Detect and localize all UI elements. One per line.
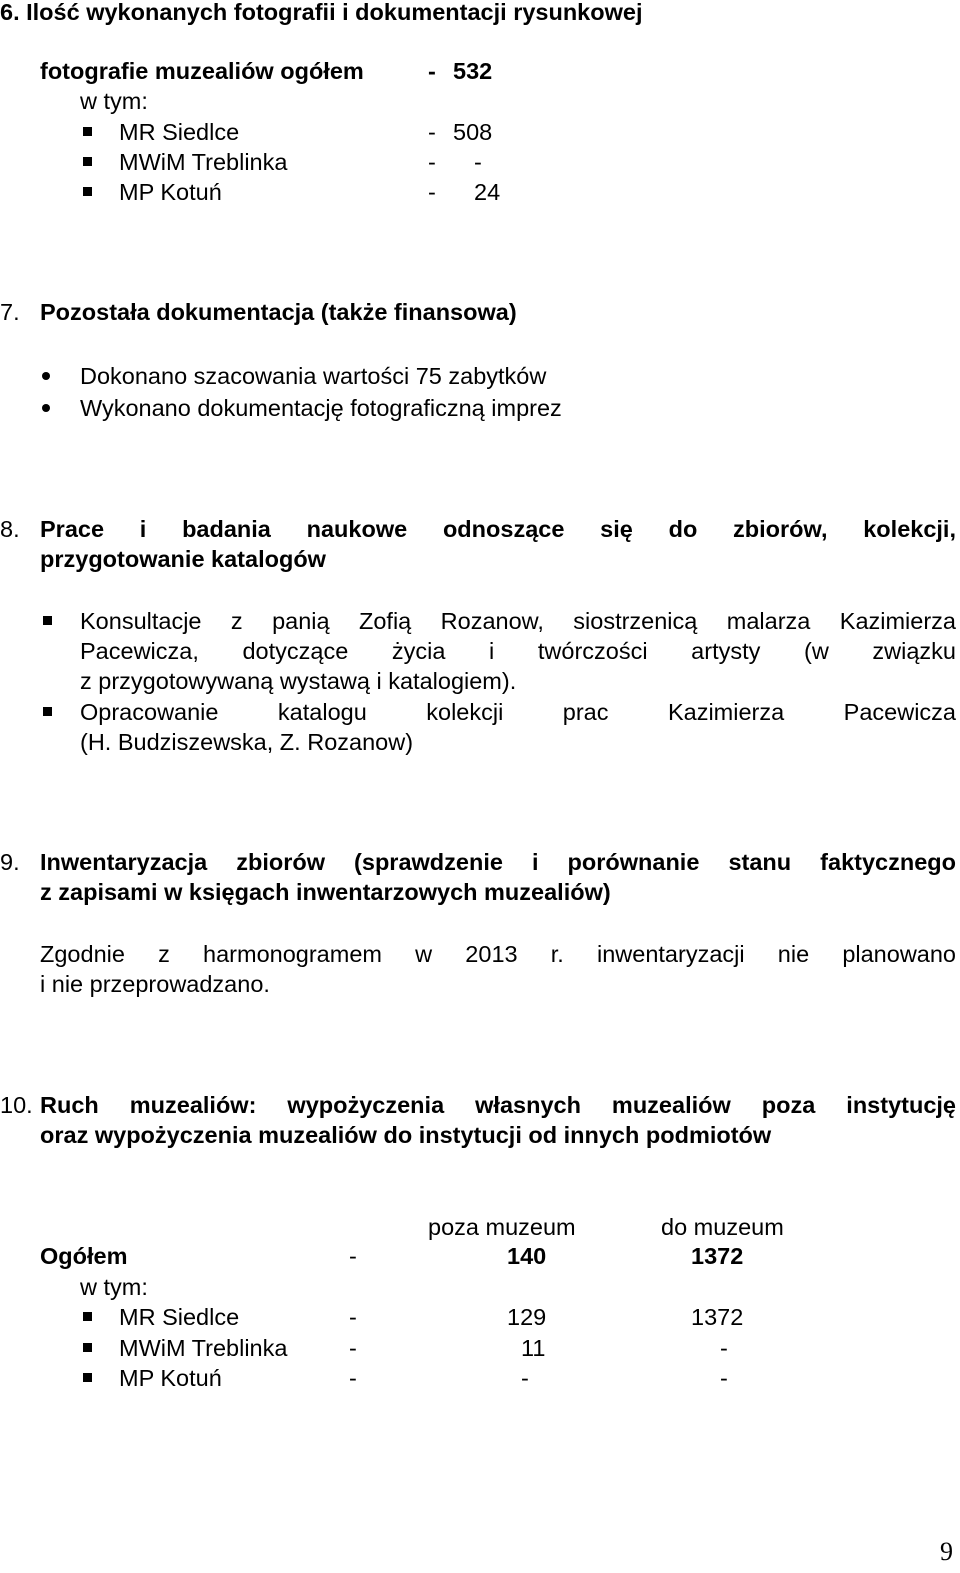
photos-total-dash: -	[428, 58, 436, 84]
section-9-heading-line1: Inwentaryzacja zbiorów (sprawdzenie i porównanie stanu faktycznego	[40, 849, 956, 875]
photos-item-value: 508	[453, 119, 493, 145]
section-7-number: 7.	[0, 299, 20, 325]
loans-row-out: -	[521, 1365, 529, 1391]
loans-row-label: MP Kotuń	[119, 1365, 222, 1391]
loans-wtym: w tym:	[80, 1274, 148, 1300]
photos-total-label: fotografie muzealiów ogółem	[40, 58, 364, 84]
photos-item-value: 24	[474, 179, 501, 205]
page-number: 9	[940, 1537, 953, 1566]
loans-row-in: -	[720, 1365, 728, 1391]
s8-bullet2-line1: Opracowanie katalogu kolekcji prac Kazimierza Pacewicza	[80, 699, 956, 725]
bullet-square-icon	[83, 1312, 92, 1321]
loans-total-label: Ogółem	[40, 1243, 128, 1269]
section-8-heading-line1: Prace i badania naukowe odnoszące się do zbiorów, kolekcji,	[40, 516, 956, 542]
s8-bullet2-line2: (H. Budziszewska, Z. Rozanow)	[80, 729, 414, 755]
s7-bullet-text: Dokonano szacowania wartości 75 zabytków	[80, 363, 547, 389]
section-10-heading-line2: oraz wypożyczenia muzealiów do instytucji od innych podmiotów	[40, 1122, 772, 1148]
s7-bullet-text: Wykonano dokumentację fotograficzną imprez	[80, 395, 562, 421]
section-8-heading-line2: przygotowanie katalogów	[40, 546, 326, 572]
loans-total-in: 1372	[691, 1243, 744, 1269]
loans-row-out: 129	[507, 1304, 547, 1330]
photos-item-value: -	[474, 149, 482, 175]
loans-row-in: 1372	[691, 1304, 744, 1330]
loans-row-in: -	[720, 1335, 728, 1361]
bullet-square-icon	[83, 127, 92, 136]
loans-total-out: 140	[507, 1243, 547, 1269]
col-header-do-muzeum: do muzeum	[661, 1214, 784, 1240]
loans-row-label: MWiM Treblinka	[119, 1335, 288, 1361]
loans-row-dash: -	[349, 1304, 357, 1330]
section-8-number: 8.	[0, 516, 20, 542]
s9-paragraph-line1: Zgodnie z harmonogramem w 2013 r. inwentaryzacji nie planowano	[40, 941, 956, 967]
col-header-poza-muzeum: poza muzeum	[428, 1214, 576, 1240]
loans-row-out: 11	[521, 1335, 546, 1361]
loans-row-dash: -	[349, 1365, 357, 1391]
bullet-dot-icon	[42, 372, 50, 380]
photos-total-value: 532	[453, 58, 493, 84]
section-7-heading: Pozostała dokumentacja (także finansowa)	[40, 299, 517, 325]
bullet-square-icon	[83, 1373, 92, 1382]
loans-row-dash: -	[349, 1335, 357, 1361]
bullet-square-icon	[83, 1343, 92, 1352]
section-9-heading-line2: z zapisami w księgach inwentarzowych muzealiów)	[40, 879, 611, 905]
bullet-square-icon	[43, 616, 52, 625]
s9-paragraph-line2: i nie przeprowadzano.	[40, 971, 270, 997]
bullet-square-icon	[43, 707, 52, 716]
photos-wtym: w tym:	[80, 88, 148, 114]
bullet-square-icon	[83, 157, 92, 166]
photos-item-dash: -	[428, 119, 436, 145]
loans-row-label: MR Siedlce	[119, 1304, 240, 1330]
photos-item-label: MWiM Treblinka	[119, 149, 288, 175]
bullet-dot-icon	[42, 404, 50, 412]
section-6-heading: 6. Ilość wykonanych fotografii i dokumentacji rysunkowej	[0, 0, 643, 25]
photos-item-label: MR Siedlce	[119, 119, 240, 145]
bullet-square-icon	[83, 187, 92, 196]
section-10-number: 10.	[0, 1092, 33, 1118]
section-10-heading-line1: Ruch muzealiów: wypożyczenia własnych muzealiów poza instytucję	[40, 1092, 956, 1118]
s8-bullet1-line1: Konsultacje z panią Zofią Rozanow, siostrzenicą malarza Kazimierza	[80, 608, 956, 634]
s8-bullet1-line3: z przygotowywaną wystawą i katalogiem).	[80, 668, 517, 694]
s8-bullet1-line2: Pacewicza, dotyczące życia i twórczości artysty (w związku	[80, 638, 956, 664]
photos-item-label: MP Kotuń	[119, 179, 222, 205]
loans-total-dash: -	[349, 1243, 357, 1269]
section-9-number: 9.	[0, 849, 20, 875]
photos-item-dash: -	[428, 149, 436, 175]
photos-item-dash: -	[428, 179, 436, 205]
